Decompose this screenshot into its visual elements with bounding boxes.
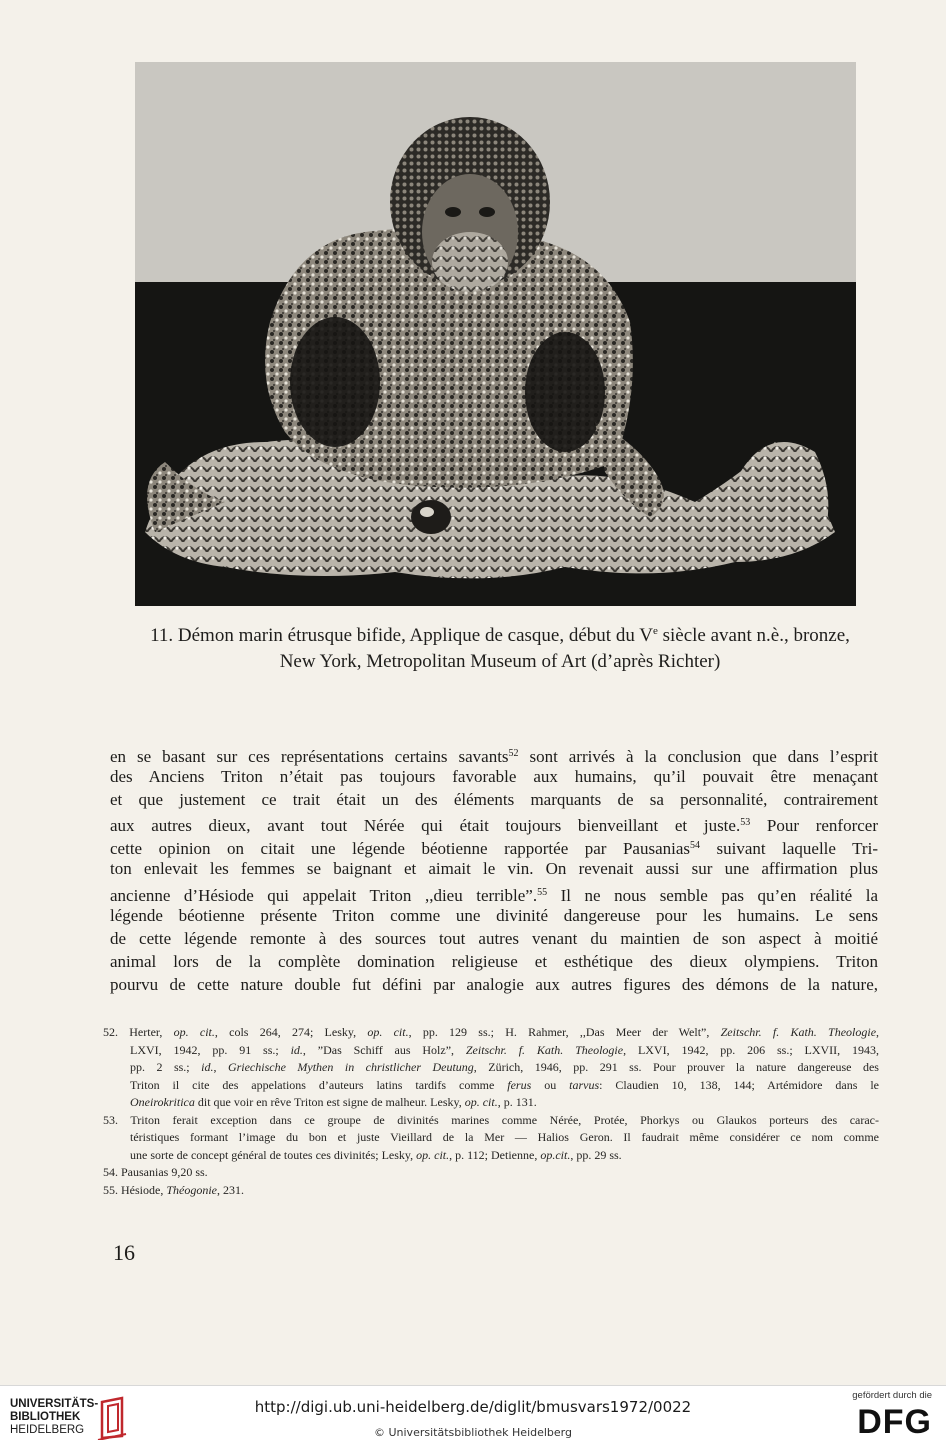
footer-bar <box>0 1385 946 1450</box>
funding-label: gefördert durch die <box>852 1390 932 1401</box>
caption-line-1 <box>90 618 910 649</box>
footnote-ref[interactable]: 54 <box>690 840 701 852</box>
text-line: et que justement ce trait était un des éléments marquants de sa personnalité, contrairement <box>110 790 878 810</box>
caption-line-2: New York, Metropolitan Museum of Art (d’après Richter) <box>279 651 721 672</box>
text-line: ancienne d’Hésiode qui appelait Triton ,,dieu terrible”.$^{55}$ Il ne nous semble pas qu’en réalité la <box>110 885 878 905</box>
text-line: pourvu de cette nature double fut défini par analogie aux autres figures des démons de la nature, <box>110 974 878 994</box>
text-line: des Anciens Triton n’était pas toujours favorable aux humains, qu’il pouvait être menaçant <box>110 767 878 787</box>
caption-text: 11. Démon marin étrusque bifide, Applique de casque, début du V <box>150 625 653 646</box>
footnote-ref[interactable]: 52 <box>508 748 519 759</box>
footnote-ref[interactable]: 55 <box>537 886 548 898</box>
footnote-55: 55. Hésiode, Théogonie, 231. <box>103 1182 244 1197</box>
figure-photograph <box>135 62 856 606</box>
footnote-53: 53. Triton ferait exception dans ce groupe de divinités marines comme Nérée, Protée, Phorkys ou Glaukos porteurs des carac- téristiques formant l’image du bon et juste Vieillard de la Mer — Halios Geron. Il faudrait même considérer ce nom comme une sorte de concept général de toutes ces divinités; Lesky, op. cit., p. 112; Detienne, op.cit., pp. 29 ss. <box>103 1112 879 1162</box>
caption-text: siècle avant n.è., bronze, <box>657 625 850 646</box>
text-line: légende béotienne présente Triton comme une divinité dangereuse pour les humains. Le sens <box>110 905 878 925</box>
text-line: de cette légende remonte à des sources tout autres venant du maintien de son aspect à moitié <box>110 928 878 948</box>
permalink-url[interactable]: http://digi.ub.uni-heidelberg.de/diglit/bmusvars1972/0022 <box>254 1398 692 1416</box>
copyright-notice: © Universitätsbibliothek Heidelberg <box>373 1426 572 1439</box>
text-line: ton enlevait les femmes se baignant et aimait le vin. On revenait aussi sur une affirmation plus <box>110 859 878 879</box>
text-line: cette opinion on citait une légende béotienne rapportée par Pausanias$^{54}$ suivant laquelle Tri- <box>110 839 878 859</box>
text-line: aux autres dieux, avant tout Nérée qui était toujours bienveillant et juste.$^{53}$ Pour renforcer <box>110 816 878 836</box>
library-name[interactable]: UNIVERSITÄTS- BIBLIOTHEK HEIDELBERG <box>10 1398 99 1436</box>
footnote-54: 54. Pausanias 9,20 ss. <box>103 1165 208 1179</box>
page-number: 16 <box>113 1240 135 1265</box>
text-line: animal lors de la complète domination religieuse et esthétique des dieux olympiens. Triton <box>110 951 878 971</box>
body-paragraph <box>110 742 878 996</box>
bronze-sea-demon-photo <box>135 62 856 606</box>
caption-superscript: e <box>652 625 658 637</box>
footnotes <box>103 1024 879 1199</box>
text-line: en se basant sur ces représentations certains savants$^{52}$ sont arrivés à la conclusion que dans l’esprit <box>110 747 878 766</box>
figure-caption <box>90 618 910 675</box>
footnote-ref[interactable]: 53 <box>740 817 751 829</box>
dfg-logo[interactable]: DFG <box>857 1403 932 1441</box>
footnote-52: 52. Herter, op. cit., cols 264, 274; Lesky, op. cit., pp. 129 ss.; H. Rahmer, ,,Das Meer der Welt”, Zeitschr. f. Kath. Theologie, LXVI, 1942, pp. 91 ss.; id., ”Das Schiff aus Holz”, Zeitschr. f. Kath. Theologie, LXVI, 1942, pp. 206 ss.; LXVII, 1943, pp. 2 ss.; id., Griechische Mythen in christlicher Deutung, Zürich, 1946, pp. 291 ss. Pour prouver la nature dangereuse des Triton il cite des appelations d’auteurs latins tardifs comme ferus ou tarvus: Claudien 10, 138, 144; Artémidore dans le Oneirokritica dit que voir en rêve Triton est signe de malheur. Lesky, op. cit., p. 131. <box>103 1025 880 1109</box>
